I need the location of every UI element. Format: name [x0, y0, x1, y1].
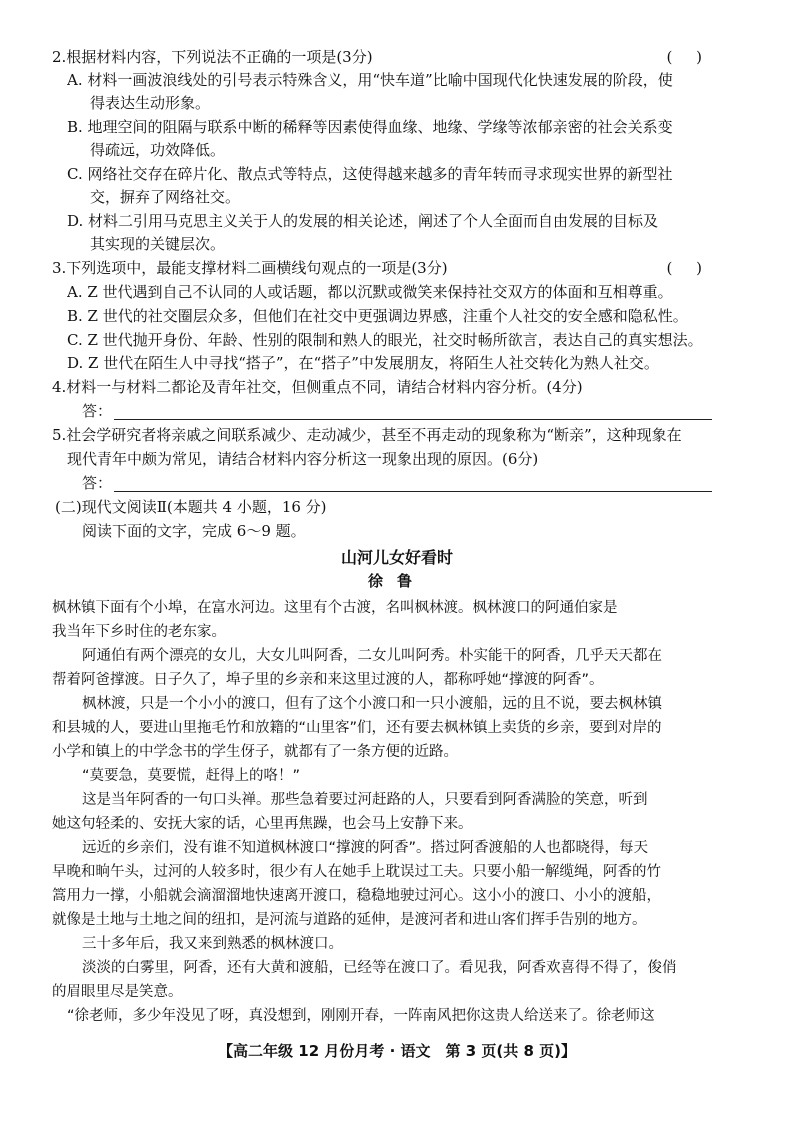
story-line: 就像是土地与土地之间的纽扣，是河流与道路的延伸，是渡河者和进山客们挥手告别的地方。	[52, 912, 647, 928]
q2-stem: 2.根据材料内容，下列说法不正确的一项是(3分)	[52, 48, 373, 66]
q2-option-b: B. 地理空间的阻隔与联系中断的稀释等因素使得血缘、地缘、学缘等浓郁亲密的社会关系变	[67, 118, 673, 136]
story-line: 帮着阿爸撑渡。日子久了，埠子里的乡亲和来这里过渡的人，都称呼她“撑渡的阿香”。	[52, 672, 604, 688]
story-line: 小学和镇上的中学念书的学生伢子，就都有了一条方便的近路。	[52, 744, 458, 760]
section-instruction: 阅读下面的文字，完成 6～9 题。	[82, 522, 306, 540]
story-line: 淡淡的白雾里，阿香，还有大黄和渡船，已经等在渡口了。看见我，阿香欢喜得不得了，俊俏	[82, 960, 677, 976]
story-line: “莫要急，莫要慌，赶得上的咯！”	[82, 768, 301, 784]
q2-answer-bracket: ( )	[666, 48, 702, 66]
q4-answer-line	[114, 419, 712, 420]
q3-option-a: A. Z 世代遇到自己不认同的人或话题，都以沉默或微笑来保持社交双方的体面和互相尊重。	[67, 283, 673, 301]
q5-answer-label: 答：	[82, 474, 113, 492]
q2-option-c: C. 网络社交存在碎片化、散点式等特点，这使得越来越多的青年转而寻求现实世界的新型社	[67, 165, 673, 183]
q2-option-a-cont: 得表达生动形象。	[90, 94, 211, 112]
q5-stem: 5.社会学研究者将亲戚之间联系减少、走动减少，甚至不再走动的现象称为“断亲”，这种现象在	[52, 426, 682, 444]
story-line: 阿通伯有两个漂亮的女儿，大女儿叫阿香，二女儿叫阿秀。朴实能干的阿香，几乎天天都在	[82, 648, 662, 664]
story-line: 这是当年阿香的一句口头禅。那些急着要过河赶路的人，只要看到阿香满脸的笑意，听到	[82, 792, 648, 808]
story-line: 和县城的人，要进山里拖毛竹和放籍的“山里客”们，还有要去枫林镇上卖货的乡亲，要到对岸的	[52, 720, 662, 736]
q4-answer-field[interactable]	[82, 400, 712, 422]
q5-stem-cont: 现代青年中颇为常见，请结合材料内容分析这一现象出现的原因。(6分)	[67, 450, 539, 468]
story-line: 远近的乡亲们，没有谁不知道枫林渡口“撑渡的阿香”。搭过阿香渡船的人也都晓得，每天	[82, 840, 649, 856]
story-line: 早晚和晌午头，过河的人较多时，很少有人在她手上耽误过工夫。只要小船一解缆绳，阿香的竹	[52, 864, 661, 880]
q5-answer-field[interactable]	[82, 472, 712, 494]
q2-option-a: A. 材料一画波浪线处的引号表示特殊含义，用“快车道”比喻中国现代化快速发展的阶段，使	[67, 71, 673, 89]
story-author: 徐鲁	[367, 572, 426, 590]
q4-stem: 4.材料一与材料二都论及青年社交，但侧重点不同，请结合材料内容分析。(4分)	[52, 378, 583, 396]
q5-answer-line	[114, 491, 712, 492]
story-line: 的眉眼里尽是笑意。	[52, 984, 183, 1000]
q2-option-d: D. 材料二引用马克思主义关于人的发展的相关论述，阐述了个人全面而自由发展的目标及	[67, 212, 659, 230]
page-footer: 【高二年级 12 月份月考 · 语文 第 3 页(共 8 页)】	[218, 1042, 576, 1060]
story-line: 她这句轻柔的、安抚大家的话，心里再焦躁，也会马上安静下来。	[52, 816, 473, 832]
q4-answer-label: 答：	[82, 402, 113, 420]
q2-option-d-cont: 其实现的关键层次。	[90, 235, 226, 253]
q3-option-d: D. Z 世代在陌生人中寻找“搭子”，在“搭子”中发展朋友，将陌生人社交转化为熟人社交。	[67, 354, 659, 372]
story-line: 篙用力一撑，小船就会滴溜溜地快速离开渡口，稳稳地驶过河心。这小小的渡口、小小的渡船，	[52, 888, 661, 904]
q3-stem: 3.下列选项中，最能支撑材料二画横线句观点的一项是(3分)	[52, 259, 448, 277]
story-title: 山河儿女好看时	[340, 548, 453, 567]
q2-option-c-cont: 交，摒弃了网络社交。	[90, 188, 241, 206]
q2-option-b-cont: 得疏远，功效降低。	[90, 141, 226, 159]
q3-option-c: C. Z 世代抛开身份、年龄、性别的限制和熟人的眼光，社交时畅所欲言，表达自己的真实想法。	[67, 331, 703, 349]
story-line: 枫林镇下面有个小埠，在富水河边。这里有个古渡，名叫枫林渡。枫林渡口的阿通伯家是	[52, 600, 618, 616]
q3-answer-bracket: ( )	[666, 259, 702, 277]
story-line: “徐老师，多少年没见了呀，真没想到，刚刚开春，一阵南风把你这贵人给送来了。徐老师这	[67, 1008, 655, 1024]
q3-option-b: B. Z 世代的社交圈层众多，但他们在社交中更强调边界感，注重个人社交的安全感和隐私性。	[67, 307, 688, 325]
section-heading: (二)现代文阅读Ⅱ(本题共 4 小题，16 分)	[55, 498, 327, 516]
story-line: 三十多年后，我又来到熟悉的枫林渡口。	[82, 936, 343, 952]
story-line: 我当年下乡时住的老东家。	[52, 624, 226, 640]
story-line: 枫林渡，只是一个小小的渡口，但有了这个小渡口和一只小渡船，远的且不说，要去枫林镇	[82, 696, 662, 712]
